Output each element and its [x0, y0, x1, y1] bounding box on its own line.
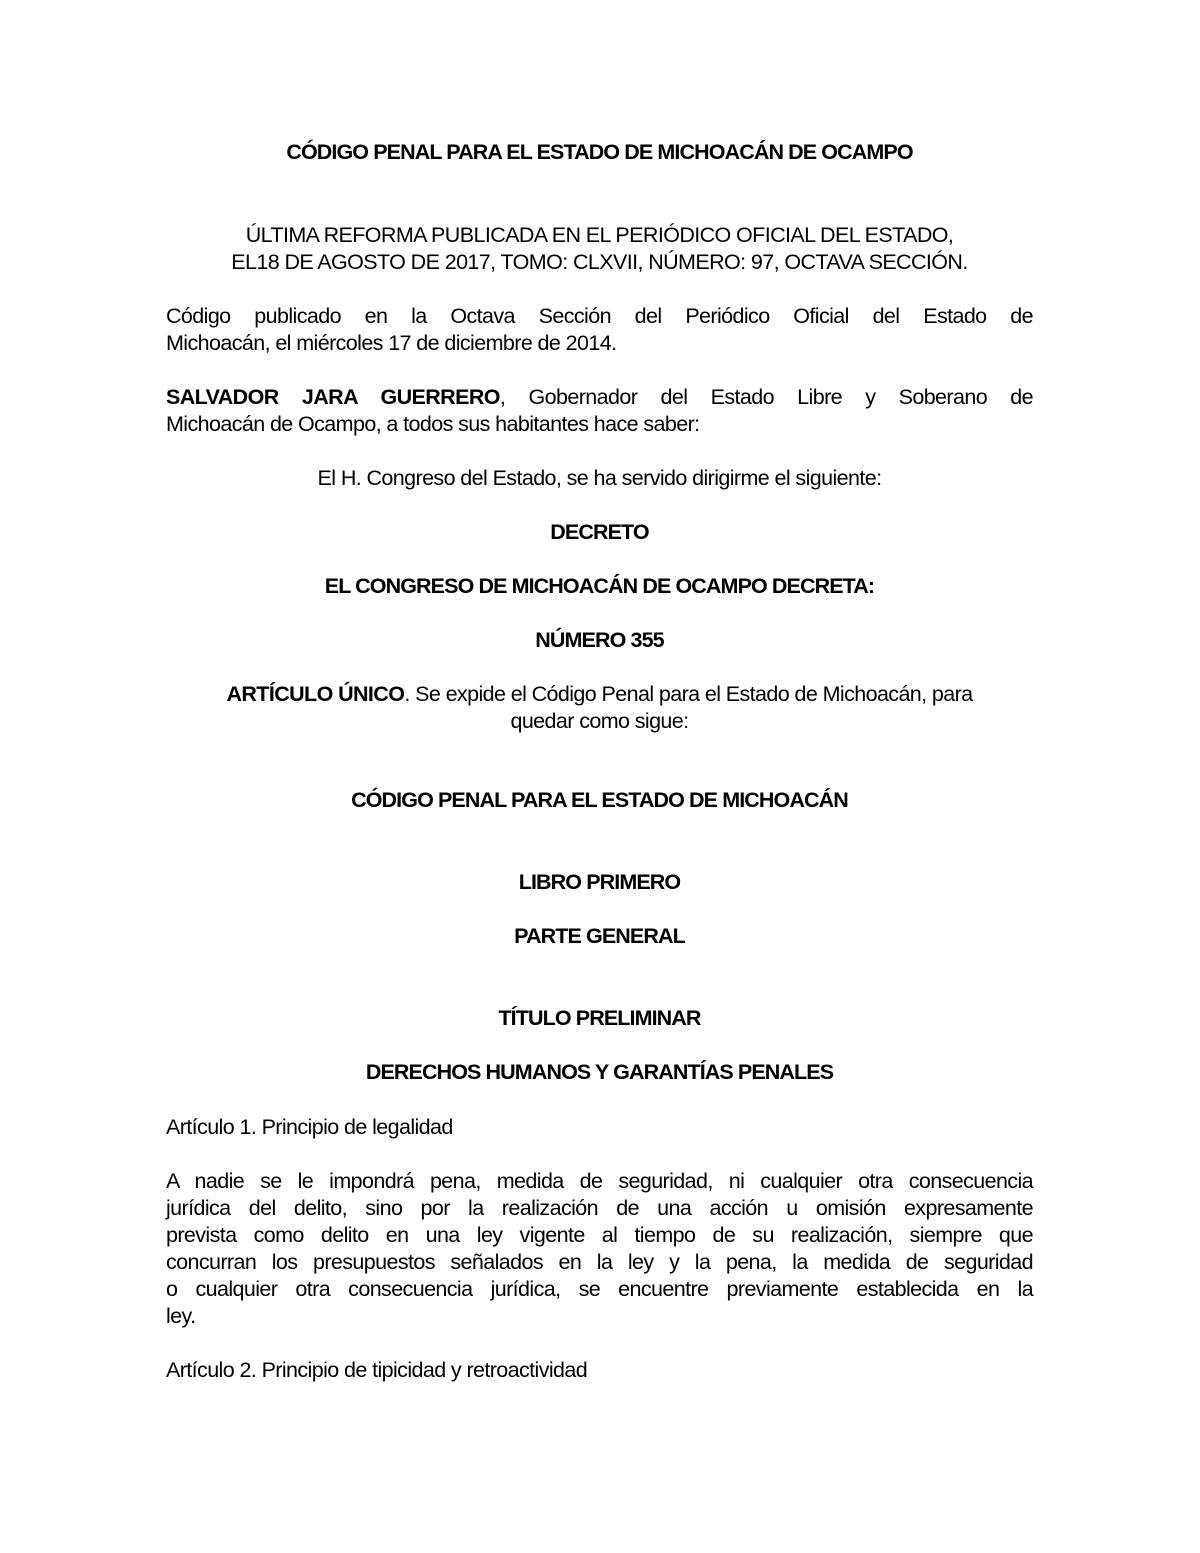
articulo-1-paragraph-line: prevista como delito en una ley vigente al tiempo de su realización, siempre que [166, 1223, 1033, 1247]
libro-heading: LIBRO PRIMERO [518, 870, 681, 894]
articulo-1-heading: Artículo 1. Principio de legalidad [166, 1115, 453, 1139]
governor-line-2: Michoacán de Ocampo, a todos sus habitantes hace saber: [166, 412, 700, 436]
articulo-1-paragraph-line: ley. [166, 1304, 196, 1328]
derechos-heading: DERECHOS HUMANOS Y GARANTÍAS PENALES [365, 1060, 834, 1084]
articulo-unico-line-1 [166, 681, 1033, 708]
publication-line-2: Michoacán, el miércoles 17 de diciembre de 2014. [166, 331, 617, 355]
numero-heading: NÚMERO 355 [535, 628, 664, 652]
articulo-unico-label: ARTÍCULO ÚNICO [226, 682, 405, 706]
decreto-heading: DECRETO [550, 520, 649, 544]
governor-title: , Gobernador del Estado Libre y Soberano de [499, 385, 1033, 409]
code-title-heading: CÓDIGO PENAL PARA EL ESTADO DE MICHOACÁN [351, 788, 848, 812]
congress-decreta-heading: EL CONGRESO DE MICHOACÁN DE OCAMPO DECRETA: [324, 574, 875, 598]
articulo-1-paragraph-line: o cualquier otra consecuencia jurídica, se encuentre previamente establecida en la [166, 1277, 1033, 1301]
document-page [166, 0, 1033, 1553]
parte-heading: PARTE GENERAL [514, 924, 685, 948]
reform-notice-line-2: EL18 DE AGOSTO DE 2017, TOMO: CLXVII, NÚMERO: 97, OCTAVA SECCIÓN. [231, 250, 968, 274]
governor-name: SALVADOR JARA GUERRERO [166, 385, 500, 409]
articulo-unico-text: . Se expide el Código Penal para el Estado de Michoacán, para [404, 682, 973, 706]
articulo-unico-line-2: quedar como sigue: [510, 709, 689, 733]
reform-notice-line-1: ÚLTIMA REFORMA PUBLICADA EN EL PERIÓDICO OFICIAL DEL ESTADO, [245, 223, 954, 247]
articulo-2-heading: Artículo 2. Principio de tipicidad y retroactividad [166, 1358, 588, 1382]
titulo-heading: TÍTULO PRELIMINAR [498, 1006, 701, 1030]
publication-line-1: Código publicado en la Octava Sección del Periódico Oficial del Estado de [166, 304, 1033, 328]
articulo-1-paragraph-line: A nadie se le impondrá pena, medida de seguridad, ni cualquier otra consecuencia [166, 1169, 1033, 1193]
articulo-1-paragraph-line: jurídica del delito, sino por la realización de una acción u omisión expresamente [166, 1196, 1033, 1220]
document-title: CÓDIGO PENAL PARA EL ESTADO DE MICHOACÁN DE OCAMPO [286, 140, 913, 164]
governor-line-1 [166, 384, 1033, 411]
congress-line: El H. Congreso del Estado, se ha servido dirigirme el siguiente: [317, 466, 882, 490]
articulo-1-paragraph-line: concurran los presupuestos señalados en la ley y la pena, la medida de seguridad [166, 1250, 1033, 1274]
